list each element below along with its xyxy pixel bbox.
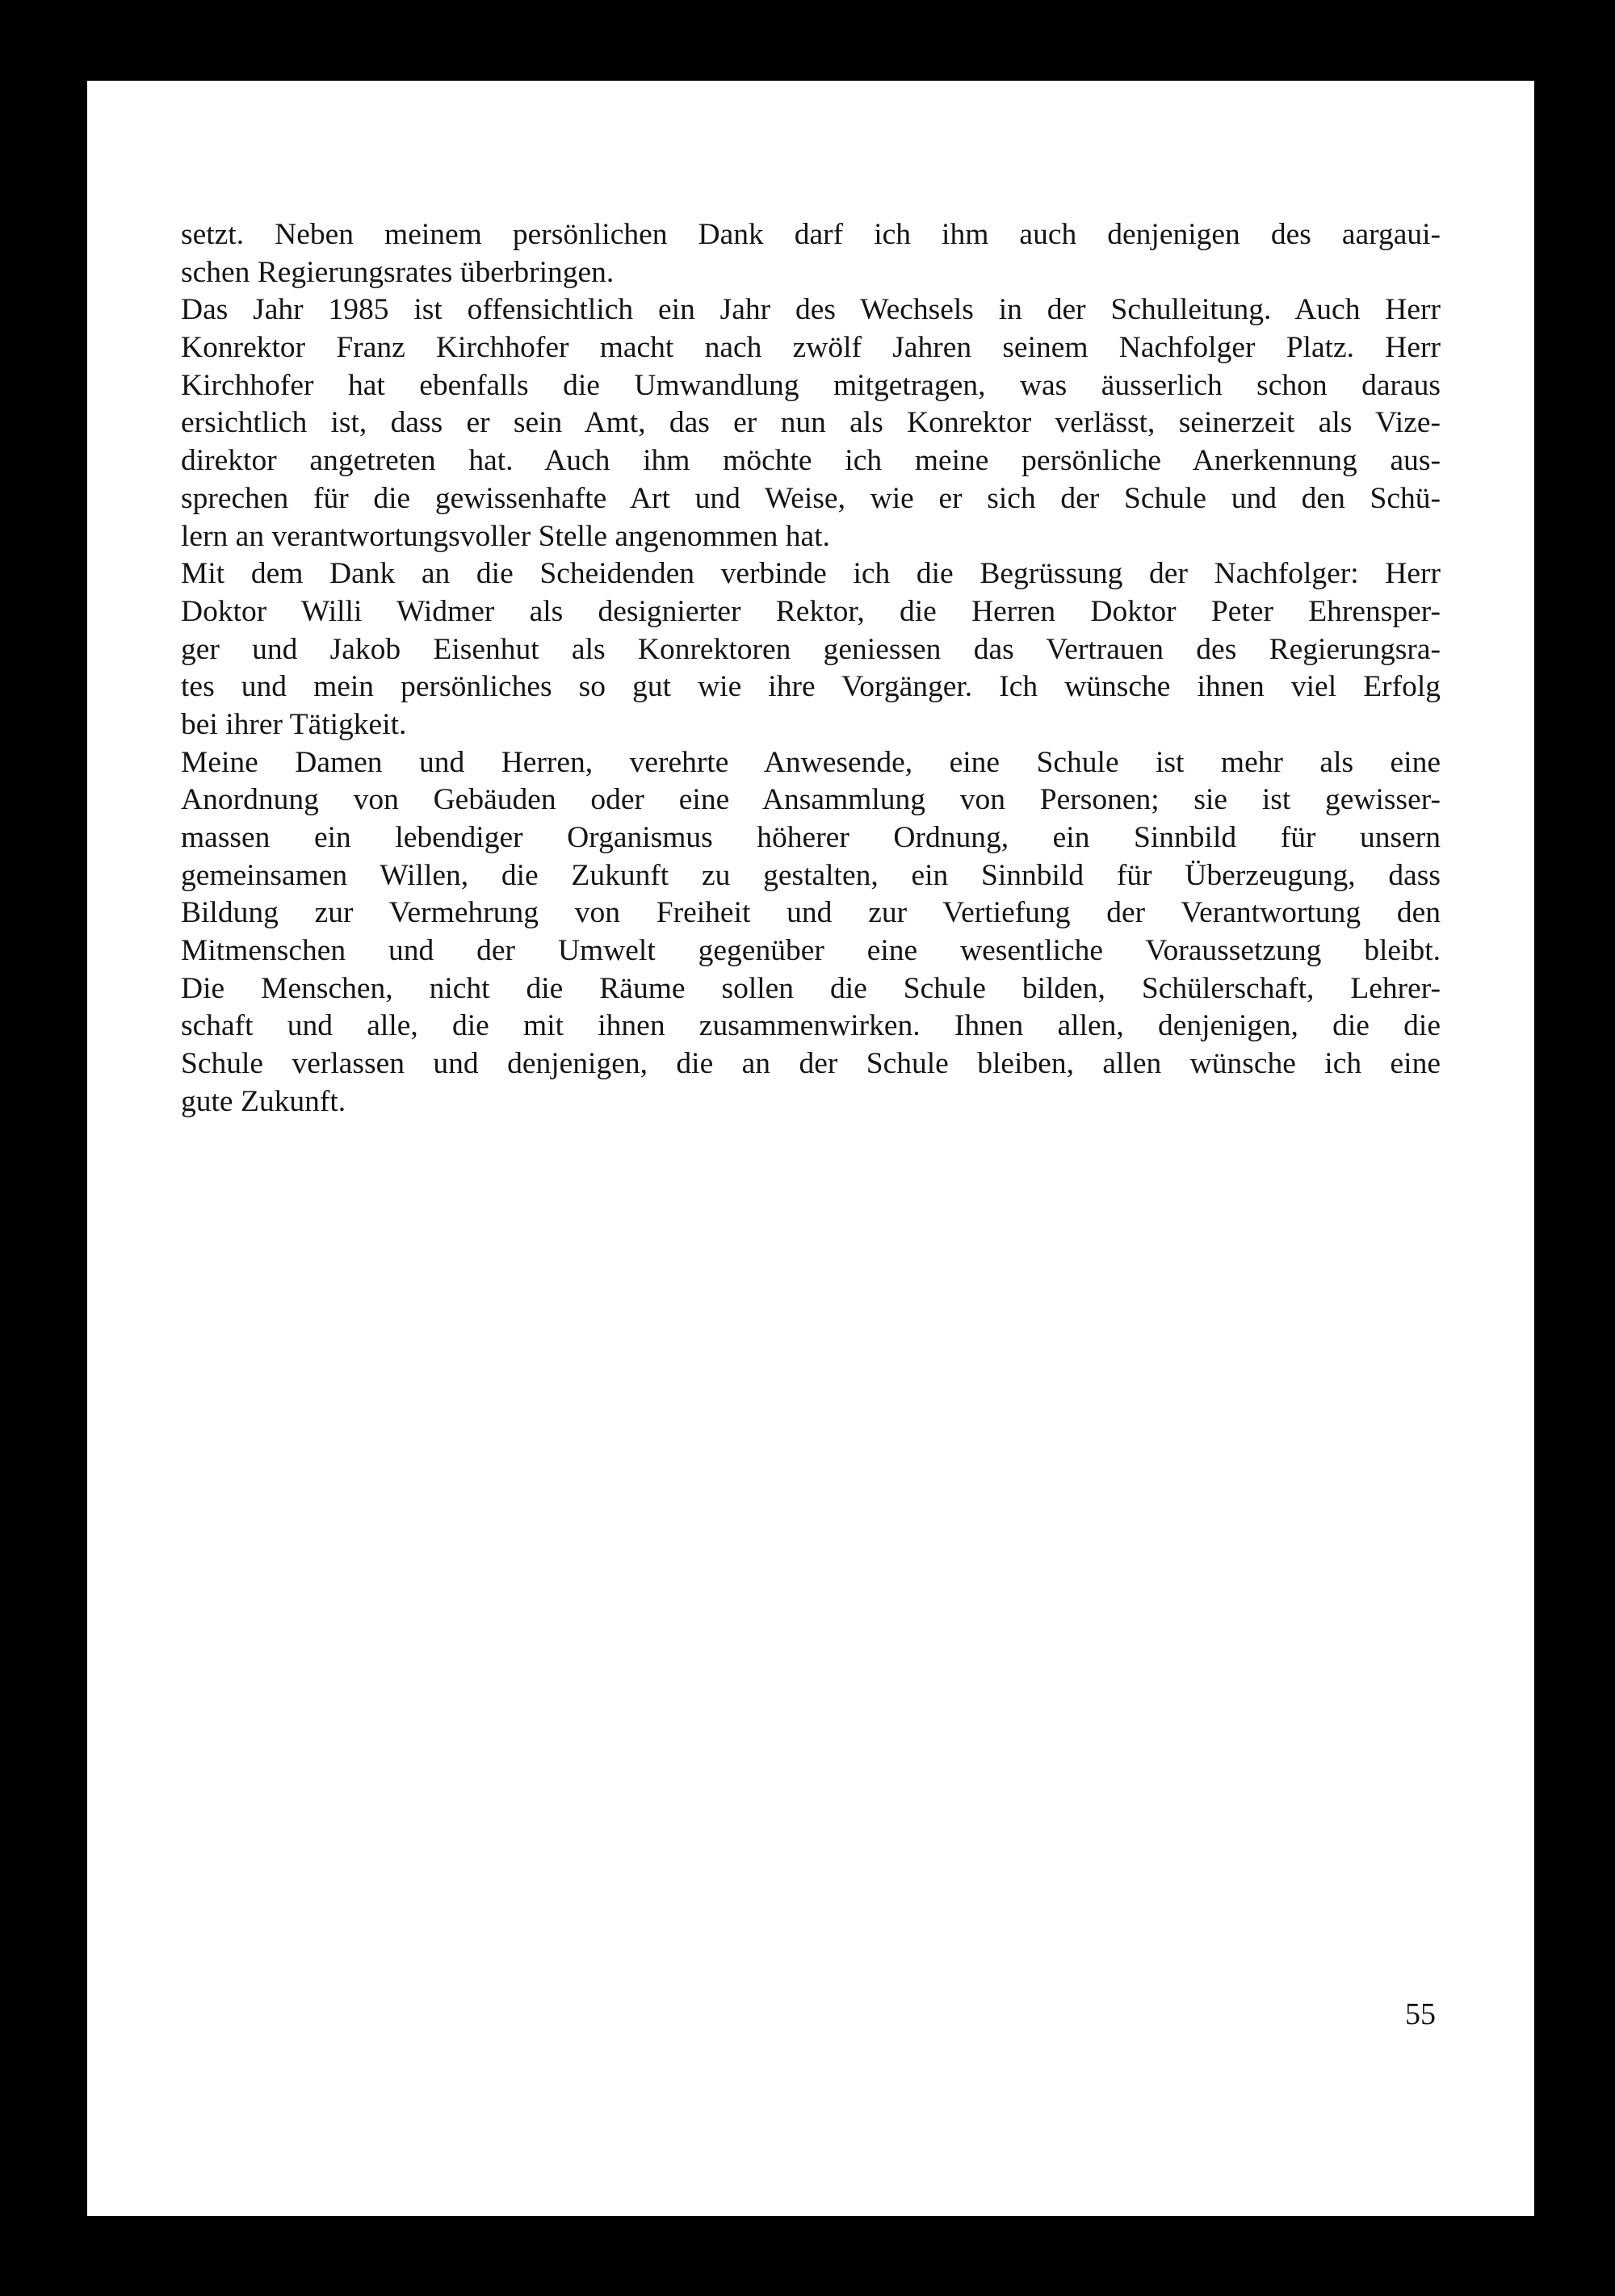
text-line: lern an verantwortungsvoller Stelle angenommen hat. — [181, 519, 830, 553]
body-text — [181, 216, 1441, 1121]
text-line: gemeinsamen Willen, die Zukunft zu gestalten, ein Sinnbild für Überzeugung, dass — [181, 858, 1441, 892]
text-line: ger und Jakob Eisenhut als Konrektoren geniessen das Vertrauen des Regierungsra- — [181, 632, 1441, 666]
text-line: tes und mein persönliches so gut wie ihre Vorgänger. Ich wünsche ihnen viel Erfolg — [181, 670, 1441, 704]
page-number: 55 — [1405, 1997, 1436, 2031]
document-page — [87, 81, 1534, 2216]
text-line: ersichtlich ist, dass er sein Amt, das er nun als Konrektor verlässt, seinerzeit als Vize- — [181, 406, 1441, 440]
text-line: sprechen für die gewissenhafte Art und Weise, wie er sich der Schule und den Schü- — [181, 481, 1441, 515]
text-line: direktor angetreten hat. Auch ihm möchte ich meine persönliche Anerkennung aus- — [181, 444, 1441, 478]
text-line: Bildung zur Vermehrung von Freiheit und zur Vertiefung der Verantwortung den — [181, 896, 1441, 930]
text-line: Mitmenschen und der Umwelt gegenüber eine wesentliche Voraussetzung bleibt. — [181, 934, 1441, 968]
text-line: Das Jahr 1985 ist offensichtlich ein Jahr des Wechsels in der Schulleitung. Auch Herr — [181, 293, 1441, 327]
text-line: Kirchhofer hat ebenfalls die Umwandlung mitgetragen, was äusserlich schon daraus — [181, 368, 1441, 402]
text-line: Konrektor Franz Kirchhofer macht nach zwölf Jahren seinem Nachfolger Platz. Herr — [181, 331, 1441, 365]
text-line: schaft und alle, die mit ihnen zusammenwirken. Ihnen allen, denjenigen, die die — [181, 1009, 1441, 1043]
text-line: Anordnung von Gebäuden oder eine Ansammlung von Personen; sie ist gewisser- — [181, 783, 1441, 817]
text-line: setzt. Neben meinem persönlichen Dank darf ich ihm auch denjenigen des aargaui- — [181, 218, 1441, 251]
text-line: gute Zukunft. — [181, 1084, 346, 1118]
text-line: Doktor Willi Widmer als designierter Rektor, die Herren Doktor Peter Ehrensper- — [181, 594, 1441, 628]
text-line: bei ihrer Tätigkeit. — [181, 707, 407, 741]
text-line: Mit dem Dank an die Scheidenden verbinde ich die Begrüssung der Nachfolger: Herr — [181, 557, 1441, 591]
text-line: Meine Damen und Herren, verehrte Anwesende, eine Schule ist mehr als eine — [181, 745, 1441, 779]
text-line: Schule verlassen und denjenigen, die an der Schule bleiben, allen wünsche ich eine — [181, 1047, 1441, 1081]
text-line: schen Regierungsrates überbringen. — [181, 255, 615, 289]
text-line: Die Menschen, nicht die Räume sollen die Schule bilden, Schülerschaft, Lehrer- — [181, 971, 1441, 1005]
text-line: massen ein lebendiger Organismus höherer Ordnung, ein Sinnbild für unsern — [181, 821, 1441, 854]
